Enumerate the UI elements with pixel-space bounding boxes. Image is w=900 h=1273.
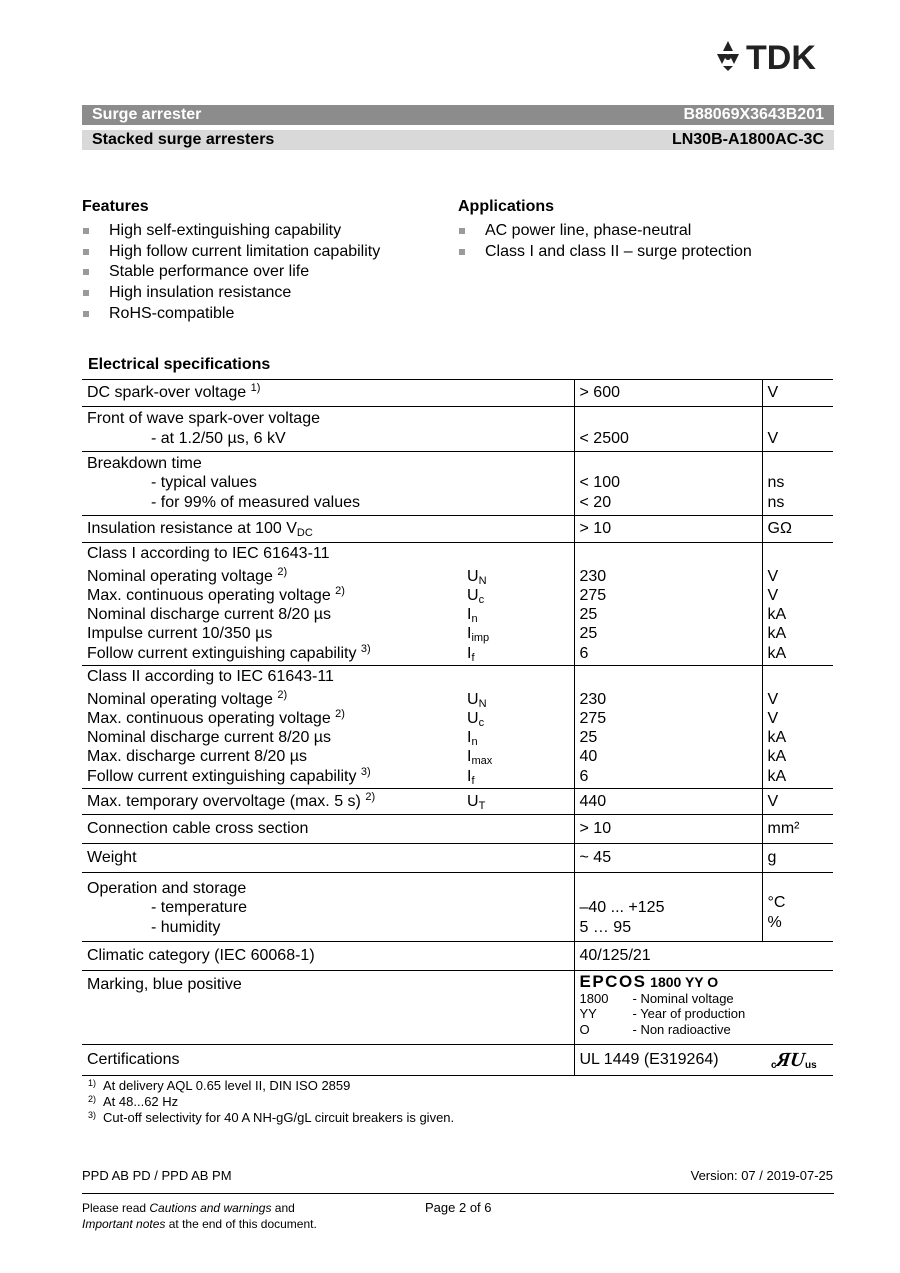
table-row	[82, 942, 833, 971]
spec-value: > 600	[574, 380, 762, 407]
svg-text:c: c	[771, 1060, 777, 1071]
table-row	[82, 516, 833, 543]
spec-label: Max. temporary overvoltage (max. 5 s) $^{2)}$	[82, 789, 462, 815]
spec-value: 230 275 25 40 6	[574, 666, 762, 789]
table-row	[82, 815, 833, 844]
footnote: 3) Cut-off selectivity for 40 A NH-gG/gL circuit breakers is given.	[88, 1110, 455, 1125]
tdk-logo	[712, 38, 836, 74]
spec-unit: V V kA kA kA	[762, 666, 833, 789]
spec-label: Front of wave spark-over voltage - at 1.2/50 µs, 6 kV	[82, 407, 462, 452]
page-number: Page 2 of 6	[425, 1200, 492, 1215]
table-row	[82, 844, 833, 873]
spec-symbol: $U_N$ $U_c$ $I_n$ $I_{max}$ $I_f$	[462, 666, 574, 789]
footnote: 1) At delivery AQL 0.65 level II, DIN ISO 2859	[88, 1078, 351, 1093]
spec-label: Class I according to IEC 61643-11 Nominal operating voltage $^{2)}$ Max. continuous operating voltage $^{2)}$ Nominal discharge current 8/20 µs Impulse current 10/350 µs Follow current extinguishing capability $^{3)}$	[82, 543, 462, 666]
spec-label: Connection cable cross section	[82, 815, 462, 844]
footnotes	[88, 1078, 454, 1126]
ul-recognized-icon	[771, 1049, 821, 1076]
epcos-logo: EPCOS	[579, 972, 647, 991]
spec-unit: V	[762, 380, 833, 407]
footer-department: PPD AB PD / PPD AB PM	[82, 1168, 232, 1183]
table-row	[82, 1045, 833, 1076]
bullet-icon	[83, 249, 89, 255]
spec-value: 230 275 25 25 6	[574, 543, 762, 666]
list-item: AC power line, phase-neutral	[458, 221, 752, 242]
spec-unit: V	[762, 789, 833, 815]
spec-unit: g	[762, 844, 833, 873]
features-title: Features	[82, 198, 149, 215]
svg-text:us: us	[805, 1060, 817, 1071]
footer-version: Version: 07 / 2019-07-25	[690, 1168, 833, 1183]
spec-value: –40 ... +125 5 … 95	[574, 873, 762, 942]
spec-value: < 100 < 20	[574, 452, 762, 516]
spec-unit: V V kA kA kA	[762, 543, 833, 666]
spec-value: 440	[574, 789, 762, 815]
list-item: Class I and class II – surge protection	[458, 242, 752, 263]
spec-value: > 10	[574, 516, 762, 543]
header-bar-series	[82, 130, 834, 150]
spec-label: Marking, blue positive	[82, 971, 462, 1045]
bullet-icon	[83, 269, 89, 275]
spec-value: < 2500	[574, 407, 762, 452]
bullet-icon	[459, 228, 465, 234]
bullet-icon	[83, 311, 89, 317]
table-row	[82, 407, 833, 452]
spec-unit: GΩ	[762, 516, 833, 543]
spec-label: Insulation resistance at 100 $V_{DC}$	[82, 516, 462, 543]
bullet-icon	[459, 249, 465, 255]
marking-value: EPCOS 1800 YY O 1800 - Nominal voltage YY - Year of production O - Non radioactive	[574, 971, 833, 1045]
spec-label: Weight	[82, 844, 462, 873]
applications-list	[458, 221, 752, 262]
list-item: High insulation resistance	[82, 283, 380, 304]
spec-label: Breakdown time - typical values - for 99% of measured values	[82, 452, 462, 516]
bullet-icon	[83, 290, 89, 296]
table-row	[82, 971, 833, 1045]
spec-value: UL 1449 (E319264) c ЯU us	[574, 1045, 833, 1076]
list-item: Stable performance over life	[82, 262, 380, 283]
product-series: Stacked surge arresters	[92, 131, 275, 148]
spec-unit: mm²	[762, 815, 833, 844]
ordering-code: LN30B-A1800AC-3C	[671, 131, 824, 148]
header-bar-product	[82, 105, 834, 125]
spec-label: Class II according to IEC 61643-11 Nominal operating voltage $^{2)}$ Max. continuous operating voltage $^{2)}$ Nominal discharge current 8/20 µs Max. discharge current 8/20 µs Follow current extinguishing capability $^{3)}$	[82, 666, 462, 789]
spec-label: Climatic category (IEC 60068-1)	[82, 942, 462, 971]
tdk-emblem-icon	[717, 41, 739, 71]
table-row	[82, 666, 833, 789]
spec-unit: ns ns	[762, 452, 833, 516]
spec-symbol: $U_N$ $U_c$ $I_n$ $I_{imp}$ $I_f$	[462, 543, 574, 666]
list-item: High follow current limitation capability	[82, 242, 380, 263]
spec-unit: °C %	[762, 873, 833, 942]
spec-label: Certifications	[82, 1045, 462, 1076]
spec-value: 40/125/21	[574, 942, 833, 971]
applications-title: Applications	[458, 198, 555, 215]
spec-symbol: $U_T$	[462, 789, 574, 815]
tdk-logo-text: TDK	[746, 39, 816, 74]
table-row	[82, 452, 833, 516]
table-row	[82, 543, 833, 666]
table-row	[82, 873, 833, 942]
spec-label: DC spark-over voltage $^{1)}$	[82, 380, 462, 407]
spec-label: Operation and storage - temperature - humidity	[82, 873, 462, 942]
footer-note: Please read Cautions and warnings and Important notes at the end of this document.	[82, 1201, 317, 1231]
bullet-icon	[83, 228, 89, 234]
table-row	[82, 380, 833, 407]
spec-value: ~ 45	[574, 844, 762, 873]
footnote: 2) At 48...62 Hz	[88, 1094, 179, 1109]
part-number: B88069X3643B201	[683, 106, 824, 123]
svg-text:ЯU: ЯU	[774, 1049, 807, 1071]
spec-value: > 10	[574, 815, 762, 844]
product-type: Surge arrester	[92, 106, 202, 123]
list-item: High self-extinguishing capability	[82, 221, 380, 242]
spec-unit: V	[762, 407, 833, 452]
features-list	[82, 221, 380, 324]
electrical-specifications-title: Electrical specifications	[88, 356, 271, 373]
list-item: RoHS-compatible	[82, 304, 380, 325]
table-row	[82, 789, 833, 815]
footer-divider	[82, 1193, 834, 1194]
spec-table	[82, 379, 833, 1076]
